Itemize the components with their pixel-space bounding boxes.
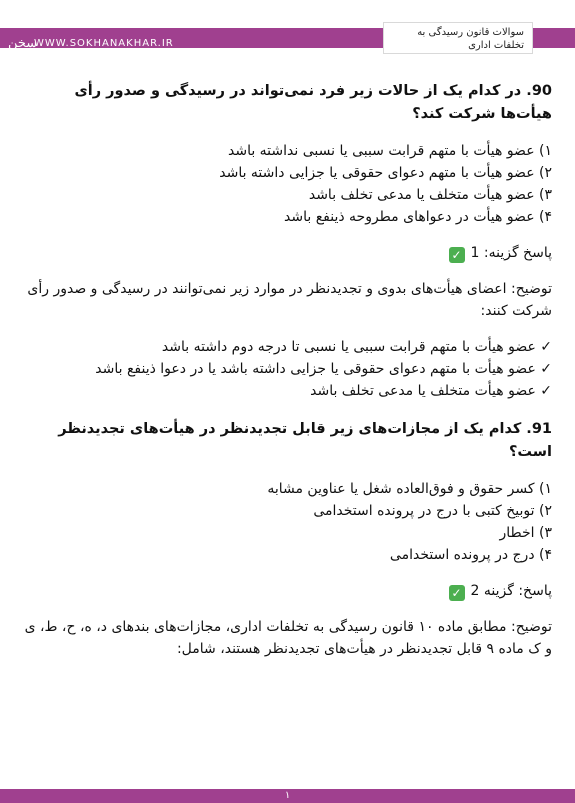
answer-line — [22, 580, 552, 602]
option-2: ۲) عضو هیأت با متهم دعوای حقوقی یا جزایی داشته باشد — [219, 165, 552, 181]
check-icon: ✓ — [449, 247, 465, 263]
explanation-text: توضیح: مطابق ماده ۱۰ قانون رسیدگی به تخلفات اداری، مجازات‌های بندهای د، ه، ح، ط، ی و ک ماده ۹ قابل تجدیدنظر در هیأت‌های تجدیدنظر هستند، شامل: — [24, 619, 552, 657]
option-3: ۳) اخطار — [499, 525, 552, 541]
page-content — [22, 80, 552, 660]
answer-text: پاسخ گزینه: 1 — [470, 245, 552, 261]
option-3: ۳) عضو هیأت متخلف یا مدعی تخلف باشد — [308, 187, 552, 203]
bullet-item: ✓ عضو هیأت با متهم قرابت سببی یا نسبی تا درجه دوم داشته باشد — [161, 339, 552, 355]
page-header — [0, 22, 575, 54]
question-91 — [22, 418, 552, 660]
options-list — [22, 478, 552, 566]
header-band-end — [533, 28, 575, 48]
header-title-line1: سوالات قانون رسیدگی به — [417, 27, 524, 38]
question-title: 91. کدام یک از مجازات‌های زیر قابل تجدیدنظر در هیأت‌های تجدیدنظر است؟ — [58, 421, 552, 460]
explanation-text: توضیح: اعضای هیأت‌های بدوی و تجدیدنظر در موارد زیر نمی‌توانند در رسیدگی و صدور رأی شرکت کنند: — [27, 281, 552, 319]
header-title-box — [383, 22, 533, 54]
option-4: ۴) درج در پرونده استخدامی — [389, 547, 552, 563]
question-90 — [22, 80, 552, 402]
option-2: ۲) توبیخ کتبی با درج در پرونده استخدامی — [313, 503, 552, 519]
bullet-item: ✓ عضو هیأت متخلف یا مدعی تخلف باشد — [310, 383, 552, 399]
site-url[interactable]: WWW.SOKHANAKHAR.IR — [34, 38, 174, 49]
option-1: ۱) کسر حقوق و فوق‌العاده شغل یا عناوین مشابه — [267, 481, 552, 497]
page-number: ۱ — [284, 790, 291, 801]
option-4: ۴) عضو هیأت در دعواهای مطروحه ذینفع باشد — [284, 209, 552, 225]
option-1: ۱) عضو هیأت با متهم قرابت سببی یا نسبی نداشته باشد — [227, 143, 552, 159]
answer-line — [22, 242, 552, 264]
site-logo: سخن — [8, 36, 38, 51]
bullet-item: ✓ عضو هیأت با متهم دعوای حقوقی یا جزایی داشته باشد یا در دعوا ذینفع باشد — [95, 361, 552, 377]
check-icon: ✓ — [449, 585, 465, 601]
options-list — [22, 140, 552, 228]
bullet-list — [22, 336, 552, 402]
header-title-line2: تخلفات اداری — [468, 40, 524, 51]
answer-text: پاسخ: گزینه 2 — [470, 583, 552, 599]
question-title: 90. در کدام یک از حالات زیر فرد نمی‌تواند در رسیدگی و صدور رأی هیأت‌ها شرکت کند؟ — [74, 83, 552, 122]
page-footer — [0, 789, 575, 803]
